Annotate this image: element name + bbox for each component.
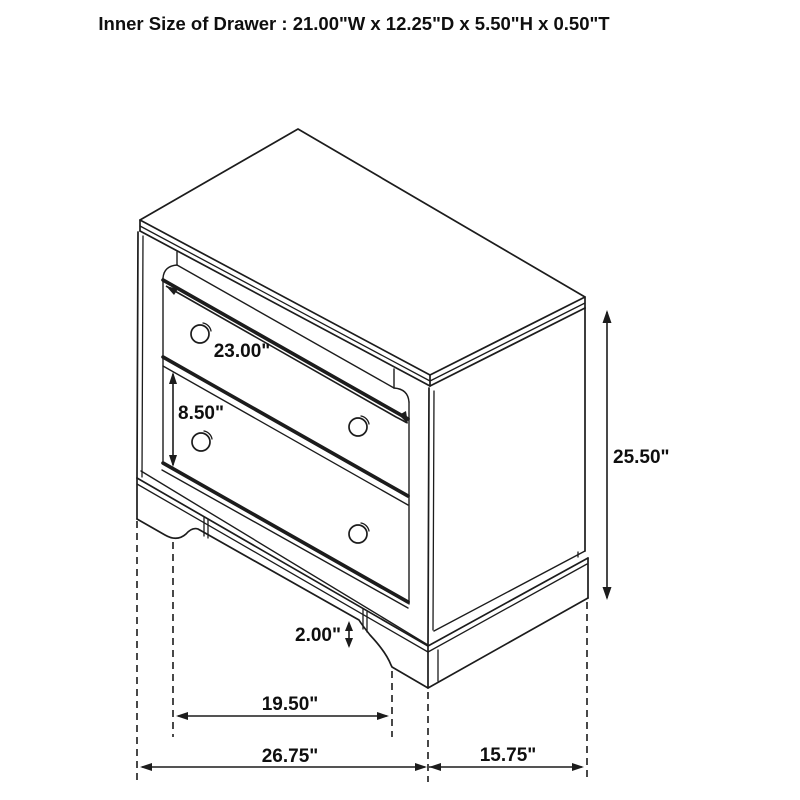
dim-label-base-height: 2.00" — [295, 625, 341, 646]
base-front — [137, 478, 428, 688]
dim-overall-width — [140, 746, 427, 771]
dim-label-foot-spacing: 19.50" — [261, 694, 319, 715]
dim-label-overall-depth: 15.75" — [479, 745, 537, 766]
drawer-knob — [191, 325, 209, 343]
dim-label-overall-height: 25.50" — [613, 447, 670, 468]
dim-label-drawer-height: 8.50" — [178, 403, 224, 424]
dim-overall-depth — [429, 745, 584, 771]
dim-label-overall-width: 26.75" — [261, 746, 319, 767]
top-face — [140, 129, 585, 386]
drawer-knob — [349, 418, 367, 436]
dim-foot-spacing — [176, 694, 389, 720]
dim-overall-height — [603, 310, 670, 600]
dim-base-height — [295, 621, 353, 648]
drawer-knob — [192, 433, 210, 451]
drawer-knob — [349, 525, 367, 543]
extension-lines — [137, 521, 587, 782]
base-side — [428, 558, 588, 688]
diagram-title: Inner Size of Drawer : 21.00"W x 12.25"D x 5.50"H x 0.50"T — [98, 13, 610, 34]
dim-label-drawer-width: 23.00" — [213, 341, 271, 362]
